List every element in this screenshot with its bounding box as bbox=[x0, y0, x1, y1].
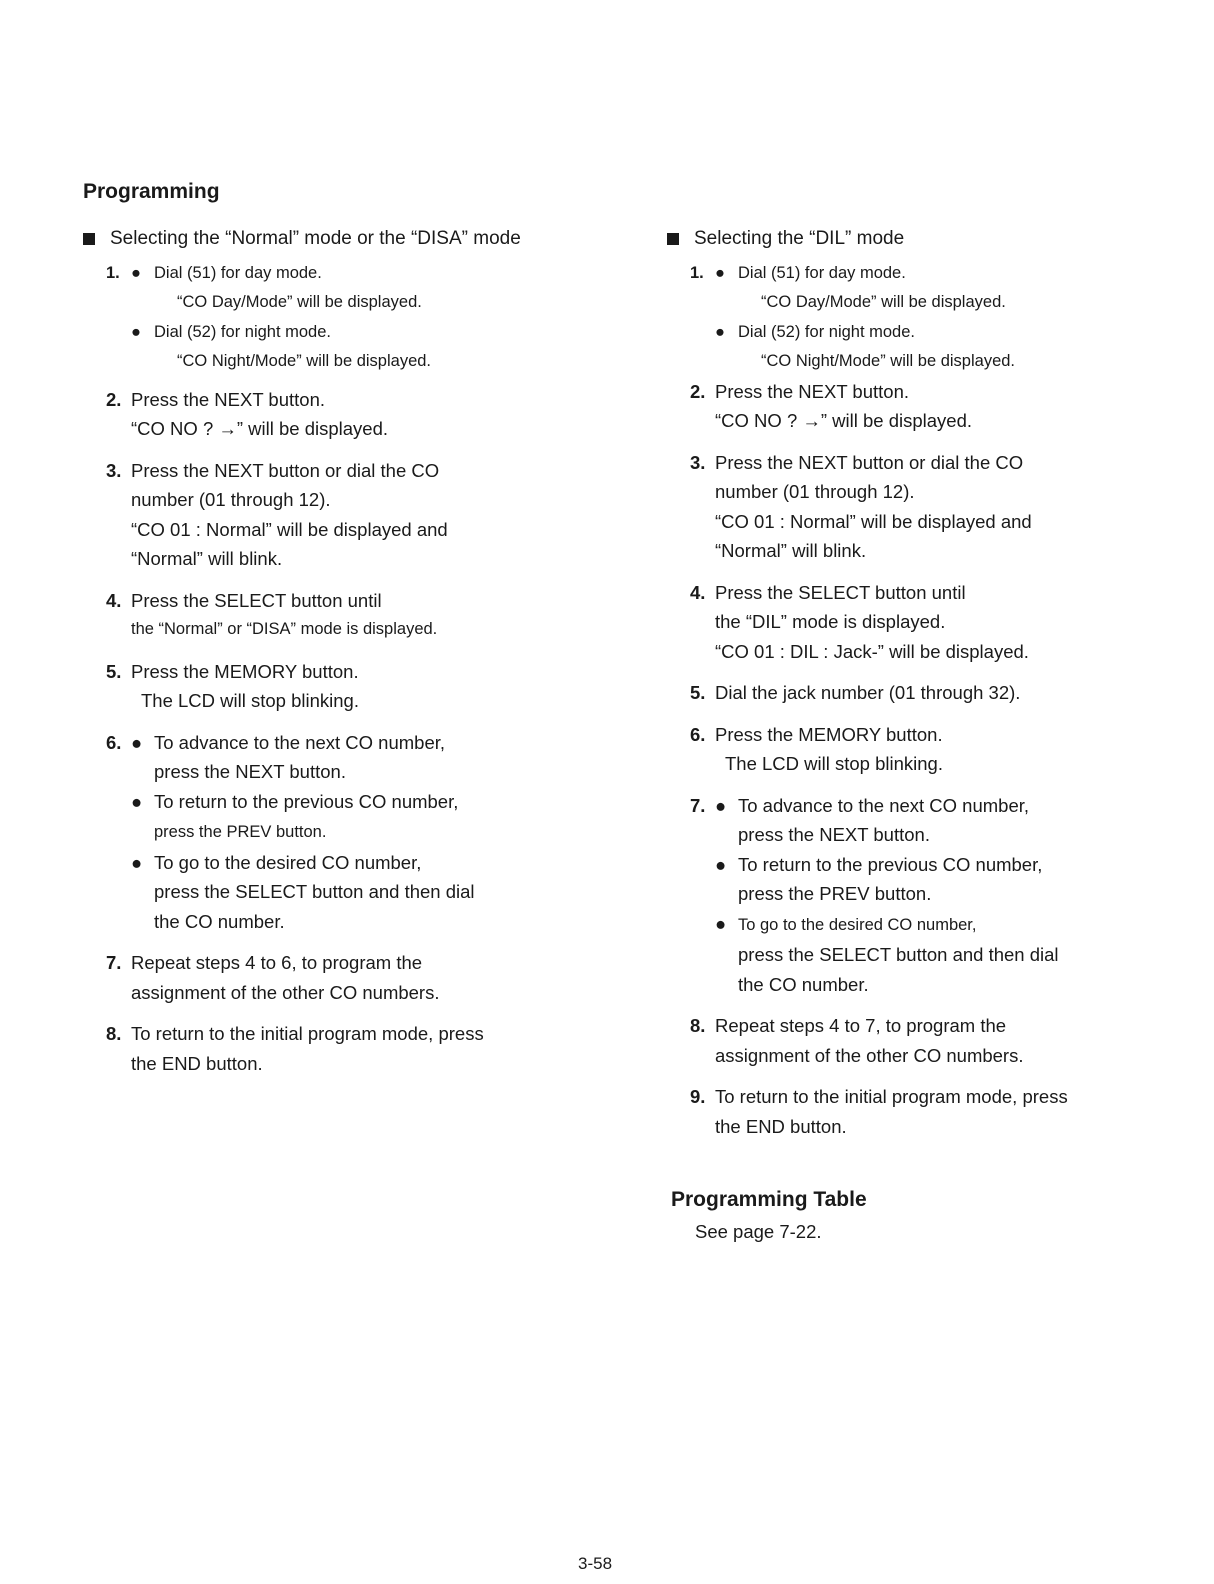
step-number: 6. bbox=[690, 723, 706, 745]
step-number: 9. bbox=[690, 1086, 706, 1107]
bullet-dot-icon: ● bbox=[131, 263, 141, 282]
bullet-line: press the NEXT button. bbox=[738, 824, 930, 845]
step-line: “CO 01 : DIL : Jack-” will be displayed. bbox=[715, 640, 1029, 662]
left-step-2 bbox=[83, 385, 603, 444]
bullet-line: To advance to the next CO number, bbox=[738, 794, 1030, 816]
bullet-line: Dial (52) for night mode. bbox=[738, 322, 915, 341]
left-step-7 bbox=[83, 948, 603, 1007]
step-body bbox=[715, 1011, 1147, 1070]
step-body bbox=[715, 678, 1147, 708]
step-body bbox=[715, 448, 1147, 566]
step-line: the END button. bbox=[131, 1052, 263, 1074]
step-line: Press the SELECT button until bbox=[131, 589, 382, 611]
step-line: Press the NEXT button or dial the CO bbox=[715, 451, 1024, 473]
step-number: 4. bbox=[690, 581, 706, 603]
step-number: 7. bbox=[690, 794, 706, 816]
step-number: 8. bbox=[690, 1015, 706, 1036]
step-body bbox=[715, 791, 1147, 1000]
bullet-dot-icon: ● bbox=[715, 912, 727, 934]
bullet-line: Dial (51) for day mode. bbox=[738, 263, 906, 282]
bullet-line: To go to the desired CO number, bbox=[738, 915, 977, 934]
left-step-3 bbox=[83, 456, 603, 574]
step-line: the “DIL” mode is displayed. bbox=[715, 611, 946, 632]
step-body bbox=[131, 657, 603, 716]
step-number: 8. bbox=[106, 1023, 122, 1044]
step-body bbox=[131, 259, 603, 377]
step-line: Press the NEXT button or dial the CO bbox=[131, 459, 440, 481]
left-step-4 bbox=[83, 586, 603, 645]
step-line: To return to the initial program mode, press bbox=[131, 1023, 484, 1044]
bullet-line: Dial (51) for day mode. bbox=[154, 263, 322, 282]
right-step-7 bbox=[667, 791, 1147, 1000]
step-body bbox=[131, 728, 603, 937]
square-bullet-icon bbox=[667, 233, 679, 245]
bullet-line: press the SELECT button and then dial bbox=[738, 944, 1059, 965]
step-line: Repeat steps 4 to 7, to program the bbox=[715, 1015, 1007, 1036]
bullet-item bbox=[715, 318, 1147, 377]
step-body bbox=[715, 377, 1147, 436]
bullet-line: To advance to the next CO number, bbox=[154, 731, 446, 753]
step-number: 3. bbox=[690, 451, 706, 473]
bullet-text bbox=[738, 318, 1015, 377]
step-line: number (01 through 12). bbox=[715, 481, 915, 502]
bullet-line: press the SELECT button and then dial bbox=[154, 881, 475, 902]
bullet-subline: “CO Day/Mode” will be displayed. bbox=[761, 293, 1006, 311]
programming-table-heading: Programming Table bbox=[671, 1188, 867, 1211]
bullet-subline: “CO Night/Mode” will be displayed. bbox=[177, 352, 432, 370]
step-number: 5. bbox=[106, 660, 122, 682]
left-column bbox=[83, 224, 603, 1078]
bullet-text bbox=[154, 728, 445, 787]
step-number: 4. bbox=[106, 589, 122, 611]
bullet-item bbox=[715, 850, 1147, 909]
step-body bbox=[131, 586, 603, 645]
bullet-dot-icon: ● bbox=[131, 731, 143, 753]
step-line: Press the MEMORY button. bbox=[715, 723, 943, 745]
bullet-text bbox=[154, 848, 475, 937]
step-body bbox=[131, 456, 603, 574]
bullet-dot-icon: ● bbox=[131, 851, 143, 873]
step-line: the “Normal” or “DISA” mode is displayed. bbox=[131, 620, 438, 638]
step-line: Press the MEMORY button. bbox=[131, 660, 359, 682]
square-bullet-icon bbox=[83, 233, 95, 245]
step-line: Press the SELECT button until bbox=[715, 581, 966, 603]
step-body bbox=[131, 948, 603, 1007]
bullet-item bbox=[131, 259, 603, 318]
left-step-6 bbox=[83, 728, 603, 937]
left-step-5 bbox=[83, 657, 603, 716]
step-line: the END button. bbox=[715, 1115, 847, 1137]
step-line: Press the NEXT button. bbox=[715, 380, 910, 402]
bullet-dot-icon: ● bbox=[715, 263, 725, 282]
bullet-line: To return to the previous CO number, bbox=[154, 790, 459, 812]
left-step-1 bbox=[83, 259, 603, 377]
bullet-item bbox=[131, 787, 603, 848]
page-number: 3-58 bbox=[578, 1554, 613, 1573]
bullet-subline: “CO Day/Mode” will be displayed. bbox=[177, 293, 422, 311]
step-number: 1. bbox=[690, 263, 704, 282]
bullet-dot-icon: ● bbox=[715, 853, 727, 875]
step-line: The LCD will stop blinking. bbox=[725, 753, 943, 774]
bullet-line: press the PREV button. bbox=[738, 883, 932, 904]
page-heading: Programming bbox=[83, 180, 220, 203]
step-line: Repeat steps 4 to 6, to program the bbox=[131, 952, 423, 973]
programming-table-reference: See page 7-22. bbox=[695, 1221, 822, 1242]
step-line: The LCD will stop blinking. bbox=[141, 690, 359, 711]
right-step-8 bbox=[667, 1011, 1147, 1070]
right-step-4 bbox=[667, 578, 1147, 667]
bullet-dot-icon: ● bbox=[715, 794, 727, 816]
left-section-title: Selecting the “Normal” mode or the “DISA” mode bbox=[110, 228, 521, 249]
step-number: 5. bbox=[690, 682, 706, 703]
bullet-text bbox=[738, 909, 1059, 1000]
bullet-line: Dial (52) for night mode. bbox=[154, 322, 331, 341]
step-body bbox=[715, 578, 1147, 667]
step-line: To return to the initial program mode, press bbox=[715, 1086, 1068, 1107]
bullet-item bbox=[715, 259, 1147, 318]
bullet-text bbox=[154, 318, 431, 377]
step-line: “CO 01 : Normal” will be displayed and bbox=[131, 518, 448, 540]
step-body bbox=[715, 1082, 1147, 1141]
step-number: 1. bbox=[106, 263, 120, 282]
right-step-6 bbox=[667, 720, 1147, 779]
step-body bbox=[715, 259, 1147, 377]
step-line: Press the NEXT button. bbox=[131, 388, 326, 410]
step-body bbox=[131, 1019, 603, 1078]
bullet-text bbox=[738, 259, 1006, 318]
step-line: number (01 through 12). bbox=[131, 489, 331, 510]
bullet-dot-icon: ● bbox=[715, 322, 725, 341]
step-line: “CO NO ? →” will be displayed. bbox=[131, 418, 389, 439]
left-section-heading bbox=[83, 224, 603, 254]
step-line: assignment of the other CO numbers. bbox=[715, 1044, 1024, 1066]
bullet-text bbox=[738, 791, 1029, 850]
right-step-2 bbox=[667, 377, 1147, 436]
bullet-line: To return to the previous CO number, bbox=[738, 853, 1043, 875]
step-number: 2. bbox=[106, 388, 122, 410]
right-column bbox=[667, 224, 1147, 1141]
right-section-title: Selecting the “DIL” mode bbox=[694, 228, 905, 249]
step-body bbox=[715, 720, 1147, 779]
step-line: Dial the jack number (01 through 32). bbox=[715, 682, 1021, 703]
left-step-8 bbox=[83, 1019, 603, 1078]
step-number: 3. bbox=[106, 459, 122, 481]
bullet-item bbox=[131, 848, 603, 937]
step-number: 6. bbox=[106, 731, 122, 753]
step-line: “Normal” will blink. bbox=[715, 540, 867, 561]
step-line: assignment of the other CO numbers. bbox=[131, 981, 440, 1003]
bullet-text bbox=[154, 259, 422, 318]
bullet-line: press the NEXT button. bbox=[154, 761, 346, 782]
bullet-text bbox=[154, 787, 458, 848]
right-step-5 bbox=[667, 678, 1147, 708]
bullet-line: the CO number. bbox=[738, 973, 869, 995]
step-body bbox=[131, 385, 603, 444]
right-section-heading bbox=[667, 224, 1147, 254]
step-number: 2. bbox=[690, 380, 706, 402]
step-line: “Normal” will blink. bbox=[131, 548, 283, 569]
step-line: “CO 01 : Normal” will be displayed and bbox=[715, 510, 1032, 532]
bullet-subline: “CO Night/Mode” will be displayed. bbox=[761, 352, 1016, 370]
bullet-dot-icon: ● bbox=[131, 322, 141, 341]
bullet-item bbox=[131, 318, 603, 377]
bullet-line: To go to the desired CO number, bbox=[154, 851, 422, 873]
bullet-item bbox=[715, 909, 1147, 1000]
bullet-line: the CO number. bbox=[154, 910, 285, 932]
step-line: “CO NO ? →” will be displayed. bbox=[715, 410, 973, 431]
right-step-3 bbox=[667, 448, 1147, 566]
step-number: 7. bbox=[106, 952, 122, 973]
bullet-text bbox=[738, 850, 1042, 909]
right-step-9 bbox=[667, 1082, 1147, 1141]
bullet-item bbox=[131, 728, 603, 787]
right-step-1 bbox=[667, 259, 1147, 377]
bullet-line: press the PREV button. bbox=[154, 823, 327, 841]
bullet-item bbox=[715, 791, 1147, 850]
bullet-dot-icon: ● bbox=[131, 790, 143, 812]
